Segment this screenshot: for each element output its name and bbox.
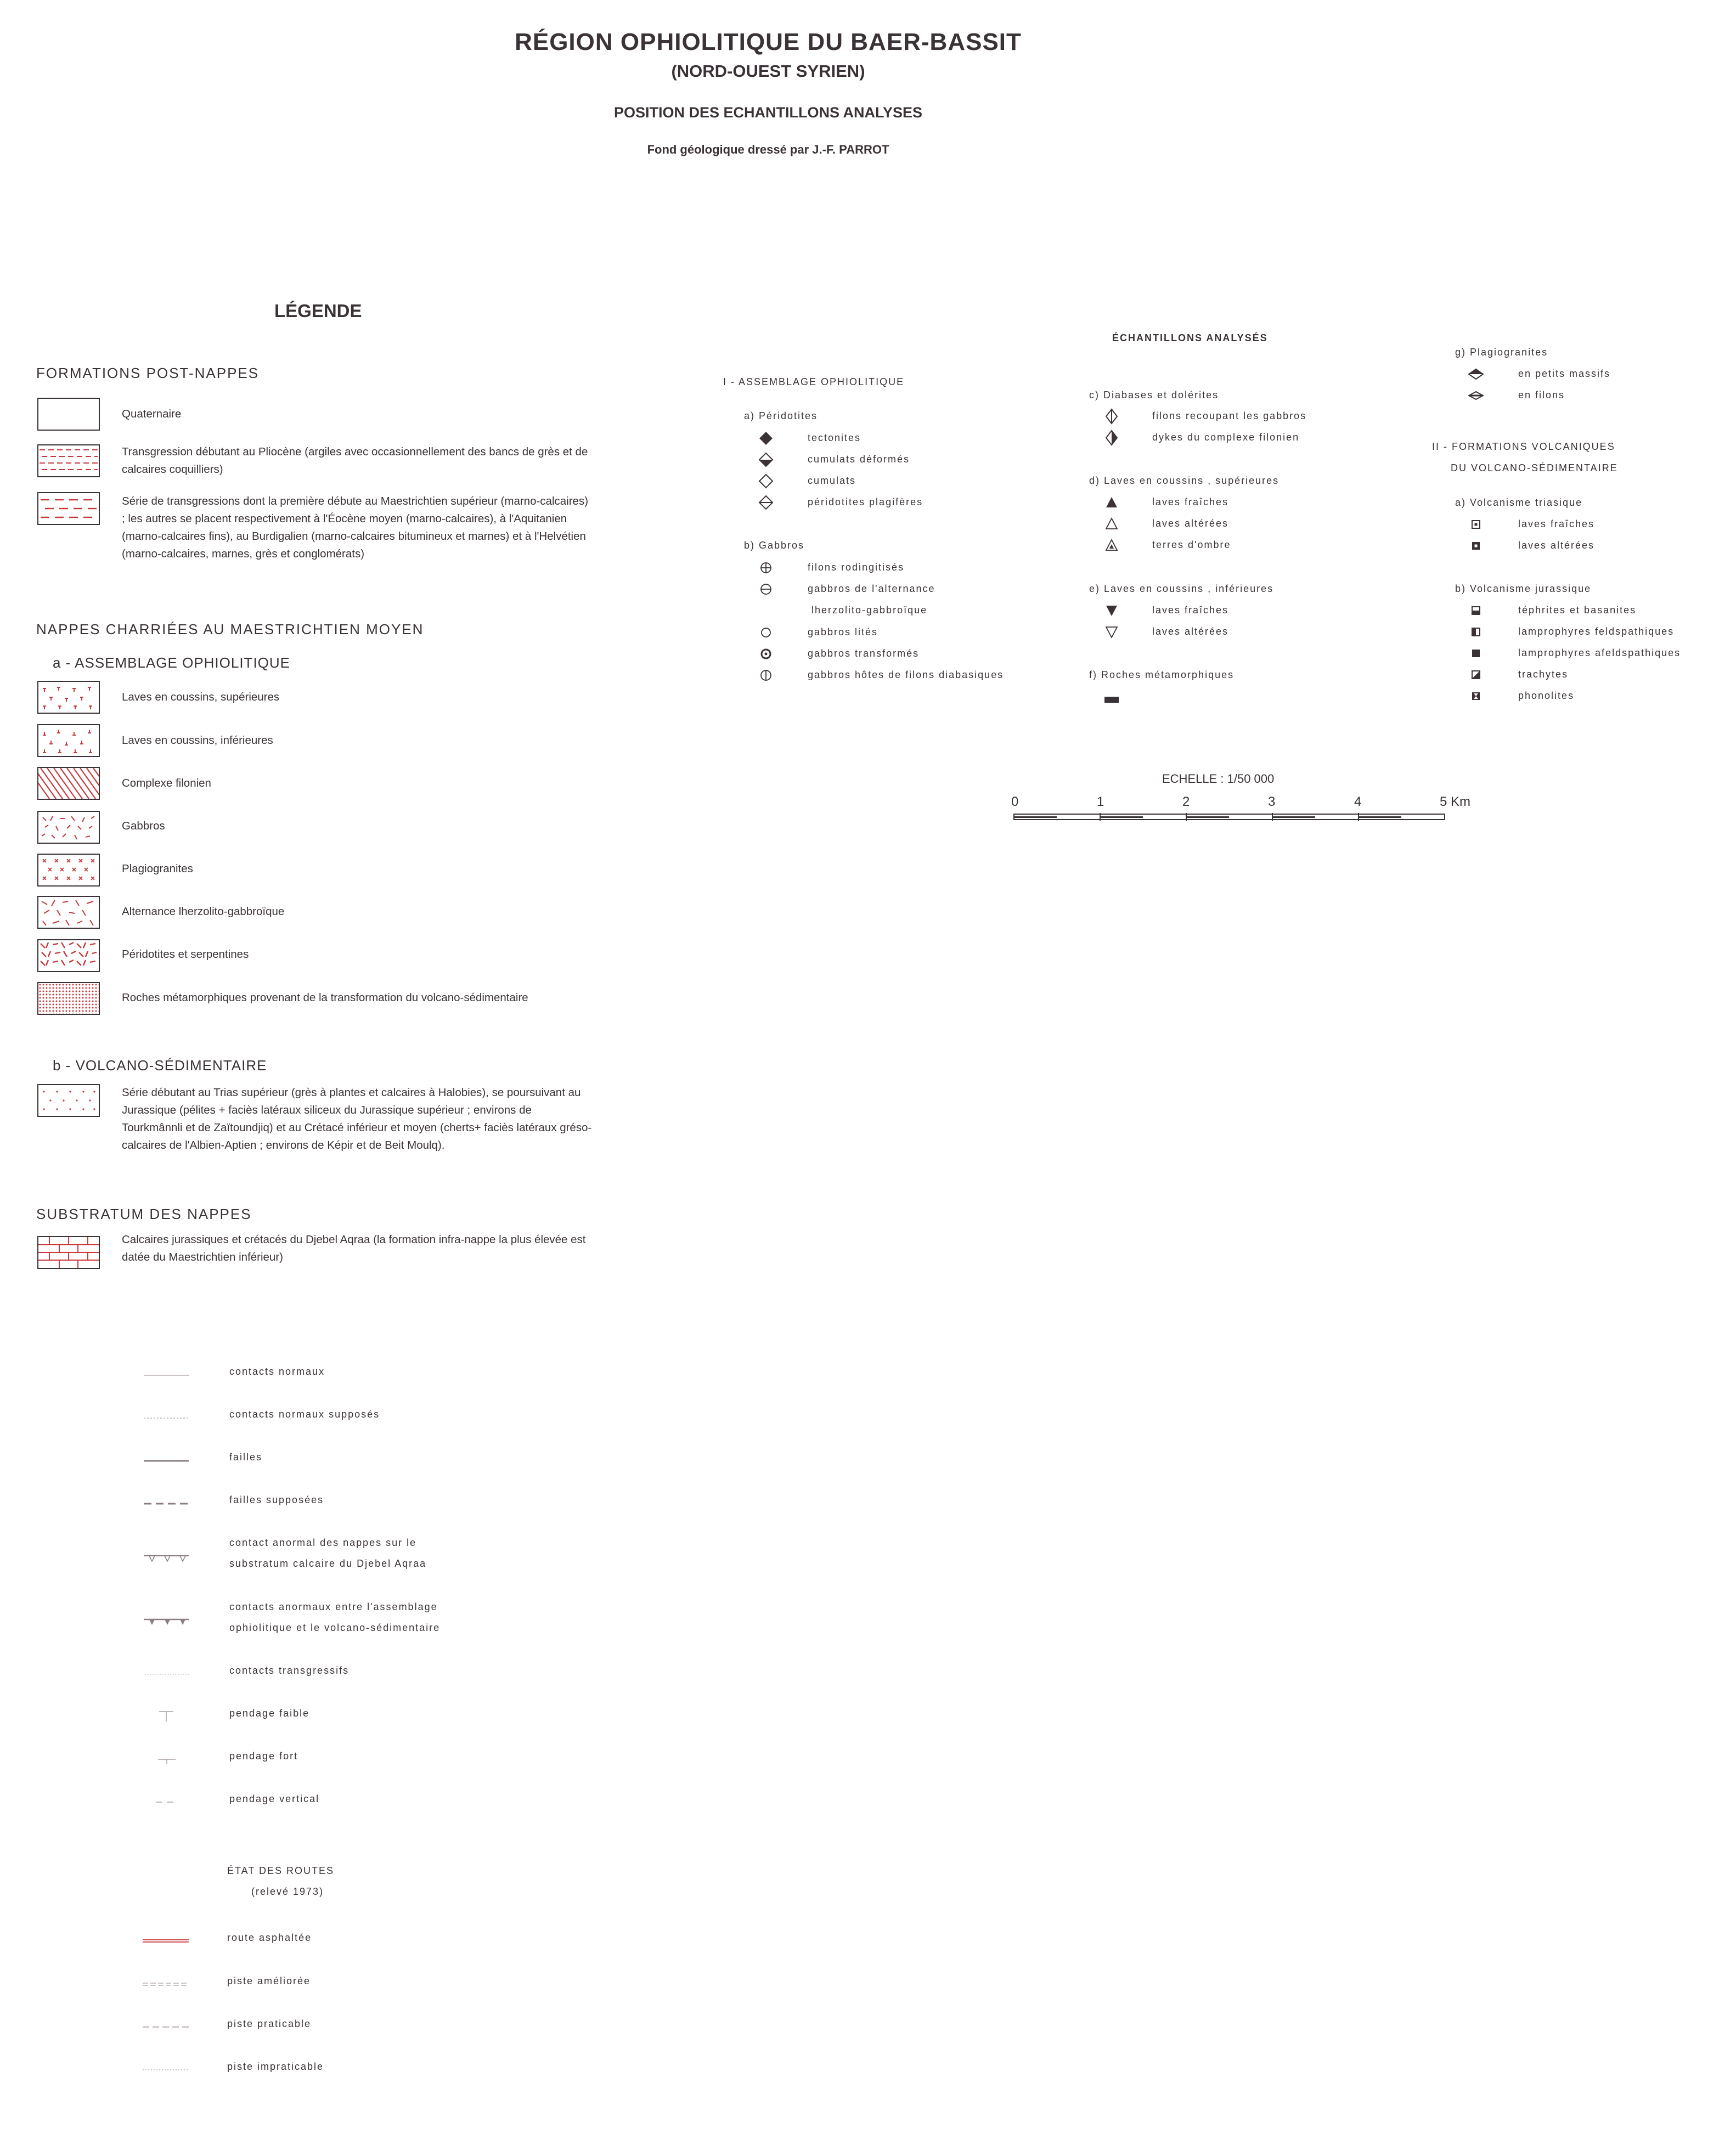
sample-dykes: dykes du complexe filonien bbox=[1152, 432, 1300, 443]
sample-gabbros-transformes: gabbros transformés bbox=[808, 648, 920, 659]
line-contacts-normaux bbox=[142, 1369, 196, 1382]
col1-a-heading: a) Péridotites bbox=[744, 410, 818, 421]
diamond-top-half-icon bbox=[1468, 366, 1484, 382]
symbol-pendage-vertical bbox=[142, 1796, 196, 1809]
col3-g-heading: g) Plagiogranites bbox=[1455, 347, 1548, 358]
route-label-asphaltee: route asphaltée bbox=[227, 1932, 312, 1943]
swatch-metamorphiques bbox=[37, 982, 100, 1015]
swatch-transgressions bbox=[37, 492, 100, 525]
line-label-contacts-transgressifs: contacts transgressifs bbox=[229, 1665, 350, 1676]
diamond-vertical-line-icon bbox=[1103, 408, 1120, 425]
line-label-contacts-normaux-supposes: contacts normaux supposés bbox=[229, 1409, 380, 1420]
route-label-impraticable: piste impraticable bbox=[227, 2061, 324, 2072]
square-hourglass-icon bbox=[1468, 688, 1484, 704]
sample-e-laves-alterees: laves altérées bbox=[1152, 626, 1229, 637]
diamond-half-right-icon bbox=[1103, 430, 1120, 446]
sample-lamprophyres-feld: lamprophyres feldspathiques bbox=[1518, 626, 1675, 637]
swatch-quaternaire bbox=[37, 398, 100, 431]
diamond-filled-icon bbox=[758, 430, 774, 447]
symbol-pendage-fort bbox=[142, 1753, 196, 1766]
col2-d-heading: d) Laves en coussins , supérieures bbox=[1089, 475, 1280, 486]
swatch-alternance bbox=[37, 896, 100, 929]
legend-item-volcano-sedimentaire: Série débutant au Trias supérieur (grès à plantes et calcaires à Halobies), se poursuivant au Jurassique (pélites + faciès latéraux siliceux du Jurassique supérieur ; environs de Tourkmânnli et de Zaïtoundjiq) et au Crétacé inférieur et moyen (cherts+ faciès latéraux gréso-calcaires de l'Albien-Aptien ; environs de Képir et de Beit Moulq). bbox=[122, 1086, 592, 1151]
sample-lherzolito-gabbroique: lherzolito-gabbroïque bbox=[811, 605, 928, 616]
scale-tick-3: 3 bbox=[1268, 794, 1276, 809]
substratum-heading: SUBSTRATUM DES NAPPES bbox=[36, 1206, 252, 1222]
volcano-heading: b - VOLCANO-SÉDIMENTAIRE bbox=[53, 1057, 267, 1074]
sample-e-laves-fraiches: laves fraîches bbox=[1152, 605, 1229, 616]
legend-item-plagiogranites: Plagiogranites bbox=[122, 862, 193, 875]
legend-item-alternance: Alternance lherzolito-gabbroïque bbox=[122, 905, 285, 918]
sample-tri-laves-alterees: laves altérées bbox=[1518, 540, 1595, 551]
swatch-pliocene bbox=[37, 444, 100, 477]
scale-tick-4: 4 bbox=[1354, 794, 1362, 809]
scale-tick-5: 5 Km bbox=[1440, 794, 1471, 809]
route-label-praticable: piste praticable bbox=[227, 2018, 312, 2029]
ophiolitique-heading: a - ASSEMBLAGE OPHIOLITIQUE bbox=[53, 654, 291, 671]
line-piste-impraticable bbox=[142, 2063, 196, 2076]
sample-terres-ombre: terres d'ombre bbox=[1152, 539, 1231, 550]
line-label-contacts-anormaux-1: contacts anormaux entre l'assemblage bbox=[229, 1601, 438, 1612]
line-route-asphaltee bbox=[142, 1934, 196, 1947]
map-title: RÉGION OPHIOLITIQUE DU BAER-BASSIT bbox=[515, 29, 1022, 55]
legend-item-transgressions: Série de transgressions dont la première débute au Maestrichtien supérieur (marno-calcaires) ; les autres se placent respectivement à l'Éocène moyen (marno-calcaires), à l'Aquitanien (marno-calcaires fins), au Burdigalien (marno-calcaires bitumineux et marnes) et à l'Helvétien (marno-calcaires, marnes, grès et conglomérats) bbox=[122, 495, 589, 560]
sample-filons-recoupant: filons recoupant les gabbros bbox=[1152, 410, 1307, 421]
diamond-outline-icon bbox=[758, 473, 774, 489]
scale-tick-0: 0 bbox=[1011, 794, 1019, 809]
line-label-contact-anormal-2: substratum calcaire du Djebel Aqraa bbox=[229, 1558, 427, 1569]
line-label-pendage-faible: pendage faible bbox=[229, 1708, 310, 1719]
legend-item-substratum: Calcaires jurassiques et crétacés du Djebel Aqraa (la formation infra-nappe la plus élevée est datée du Maestrichtien inférieur) bbox=[122, 1233, 586, 1263]
circle-outline-icon bbox=[758, 624, 774, 641]
legend-item-laves-inferieures: Laves en coussins, inférieures bbox=[122, 734, 273, 747]
square-diagonal-icon bbox=[1468, 667, 1484, 683]
sample-lamprophyres-afeld: lamprophyres afeldspathiques bbox=[1518, 647, 1681, 658]
line-contacts-normaux-supposes bbox=[142, 1412, 196, 1425]
scale-tick-1: 1 bbox=[1097, 794, 1104, 809]
map-credit: Fond géologique dressé par J.-F. PARROT bbox=[647, 143, 889, 156]
sample-cumulats: cumulats bbox=[808, 475, 856, 486]
line-piste-praticable bbox=[142, 2020, 196, 2034]
swatch-complexe-filonien bbox=[37, 767, 100, 800]
swatch-laves-inferieures bbox=[37, 724, 100, 757]
legend-item-quaternaire: Quaternaire bbox=[122, 408, 182, 420]
post-nappes-heading: FORMATIONS POST-NAPPES bbox=[36, 365, 260, 381]
square-left-half-icon bbox=[1468, 624, 1484, 640]
triangle-down-outline-icon bbox=[1103, 624, 1120, 640]
sample-cumulats-deformes: cumulats déformés bbox=[808, 454, 910, 465]
col3-a-heading: a) Volcanisme triasique bbox=[1455, 497, 1583, 508]
swatch-laves-superieures bbox=[37, 681, 100, 714]
legend-item-laves-superieures: Laves en coussins, supérieures bbox=[122, 691, 280, 703]
circle-plus-icon bbox=[758, 560, 774, 576]
sample-tri-laves-fraiches: laves fraîches bbox=[1518, 518, 1595, 529]
line-label-contacts-anormaux-2: ophiolitique et le volcano-sédimentaire bbox=[229, 1622, 441, 1633]
sample-peridotites-plagiferes: péridotites plagifères bbox=[808, 496, 923, 507]
square-dot-icon bbox=[1468, 516, 1484, 533]
sample-phonolites: phonolites bbox=[1518, 690, 1575, 701]
map-position-title: POSITION DES ECHANTILLONS ANALYSES bbox=[613, 104, 923, 121]
sample-en-filons: en filons bbox=[1518, 389, 1565, 400]
sample-tectonites: tectonites bbox=[808, 432, 861, 443]
scale-title: ECHELLE : 1/50 000 bbox=[1162, 772, 1275, 786]
line-piste-amelioree bbox=[142, 1978, 196, 1991]
sample-d-laves-fraiches: laves fraîches bbox=[1152, 496, 1229, 507]
line-label-pendage-vertical: pendage vertical bbox=[229, 1793, 320, 1804]
circle-minus-icon bbox=[758, 581, 774, 597]
col1-b-heading: b) Gabbros bbox=[744, 540, 805, 551]
line-failles-supposees bbox=[142, 1497, 196, 1510]
scale-tick-2: 2 bbox=[1182, 794, 1190, 809]
legend-item-complexe-filonien: Complexe filonien bbox=[122, 777, 211, 789]
col2-f-heading: f) Roches métamorphiques bbox=[1089, 669, 1235, 680]
line-contacts-anormaux-assemblage bbox=[142, 1616, 196, 1629]
col3-ii-heading-2: DU VOLCANO-SÉDIMENTAIRE bbox=[1451, 462, 1618, 473]
swatch-peridotites bbox=[37, 939, 100, 972]
triangle-up-inner-icon bbox=[1103, 537, 1120, 554]
line-contacts-transgressifs bbox=[142, 1668, 196, 1681]
square-hole-icon bbox=[1468, 538, 1484, 554]
map-subtitle: (NORD-OUEST SYRIEN) bbox=[671, 61, 865, 81]
triangle-up-filled-icon bbox=[1103, 494, 1120, 511]
sample-tephrites: téphrites et basanites bbox=[1518, 605, 1637, 616]
line-failles bbox=[142, 1454, 196, 1467]
routes-subheading: (relevé 1973) bbox=[251, 1886, 324, 1897]
col2-c-heading: c) Diabases et dolérites bbox=[1089, 389, 1219, 400]
circle-vertical-line-icon bbox=[758, 667, 774, 684]
line-label-failles-supposees: failles supposées bbox=[229, 1494, 324, 1505]
swatch-substratum bbox=[37, 1236, 100, 1269]
swatch-gabbros bbox=[37, 811, 100, 844]
sample-trachytes: trachytes bbox=[1518, 669, 1569, 680]
triangle-down-filled-icon bbox=[1103, 602, 1120, 619]
square-filled-icon bbox=[1468, 645, 1484, 662]
samples-heading: ÉCHANTILLONS ANALYSÉS bbox=[1112, 332, 1268, 343]
square-bottom-half-icon bbox=[1468, 602, 1484, 619]
line-label-pendage-fort: pendage fort bbox=[229, 1751, 298, 1762]
legend-item-pliocene: Transgression débutant au Pliocène (argiles avec occasionnellement des bancs de grès et de calcaires coquilliers) bbox=[122, 445, 588, 476]
sample-gabbros-alternance: gabbros de l'alternance bbox=[808, 583, 935, 594]
legend-item-peridotites: Péridotites et serpentines bbox=[122, 948, 249, 961]
sample-filons-rodingitises: filons rodingitisés bbox=[808, 562, 905, 573]
line-label-contacts-normaux: contacts normaux bbox=[229, 1366, 325, 1377]
swatch-volcano-sedimentaire bbox=[37, 1084, 100, 1117]
diamond-horizontal-icon bbox=[1468, 387, 1484, 404]
nappes-heading: NAPPES CHARRIÉES AU MAESTRICHTIEN MOYEN bbox=[36, 621, 424, 637]
legend-item-gabbros: Gabbros bbox=[122, 820, 165, 832]
route-label-amelioree: piste améliorée bbox=[227, 1975, 311, 1986]
routes-heading: ÉTAT DES ROUTES bbox=[227, 1865, 335, 1876]
line-label-contact-anormal-1: contact anormal des nappes sur le bbox=[229, 1537, 417, 1548]
circle-dot-icon bbox=[758, 646, 774, 662]
line-label-failles: failles bbox=[229, 1452, 263, 1463]
triangle-up-outline-icon bbox=[1103, 516, 1120, 532]
sample-petits-massifs: en petits massifs bbox=[1518, 368, 1611, 379]
legend-title: LÉGENDE bbox=[274, 301, 362, 321]
line-contact-anormal-substratum bbox=[142, 1552, 196, 1566]
col3-ii-heading-1: II - FORMATIONS VOLCANIQUES bbox=[1432, 441, 1615, 452]
sample-gabbros-lites: gabbros lités bbox=[808, 626, 878, 637]
scale-bar bbox=[1010, 811, 1448, 824]
sample-gabbros-hotes: gabbros hôtes de filons diabasiques bbox=[808, 669, 1004, 680]
legend-item-metamorphiques: Roches métamorphiques provenant de la transformation du volcano-sédimentaire bbox=[122, 991, 528, 1004]
swatch-plagiogranites bbox=[37, 854, 100, 887]
sample-d-laves-alterees: laves altérées bbox=[1152, 518, 1229, 529]
col3-b-heading: b) Volcanisme jurassique bbox=[1455, 583, 1592, 594]
symbol-pendage-faible bbox=[142, 1709, 196, 1723]
col2-e-heading: e) Laves en coussins , inférieures bbox=[1089, 583, 1274, 594]
rectangle-filled-icon bbox=[1103, 691, 1120, 708]
diamond-line-icon bbox=[758, 494, 774, 511]
diamond-half-bottom-icon bbox=[758, 451, 774, 468]
col1-heading: I - ASSEMBLAGE OPHIOLITIQUE bbox=[723, 376, 905, 387]
